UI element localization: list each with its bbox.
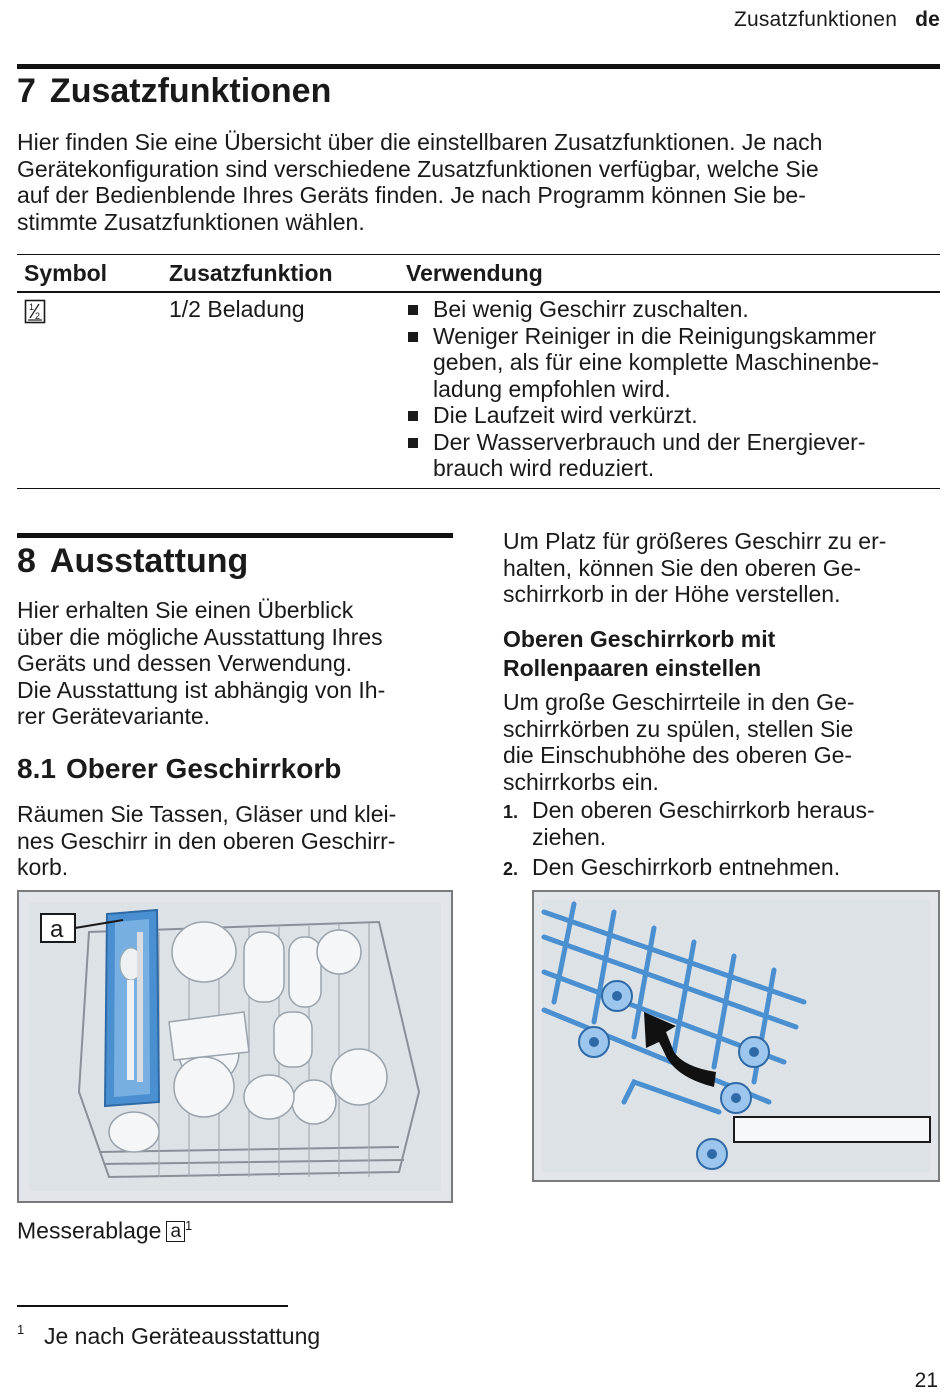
usage-cell [399, 292, 940, 488]
text-line: schirrkorbs ein. [503, 768, 659, 795]
subheading-adjust-basket [503, 625, 775, 683]
text-line: Den oberen Geschirrkorb heraus- [532, 797, 875, 823]
step-item [503, 854, 940, 881]
footnote-text: Je nach Geräteausstattung [44, 1323, 321, 1349]
text-line: Die Laufzeit wird verkürzt. [433, 402, 698, 428]
figure-callout-a: a [50, 916, 64, 943]
section-8-1-title: Oberer Geschirrkorb [65, 753, 342, 784]
chapter-7-intro [17, 129, 940, 235]
text-line: rer Gerätevariante. [17, 703, 211, 729]
list-item [406, 429, 940, 482]
running-head-language: de [915, 8, 940, 31]
text-line: Die Ausstattung ist abhängig von Ih- [17, 676, 386, 703]
footnote-rule [17, 1305, 288, 1307]
text-line: Hier finden Sie eine Übersicht über die einstellbaren Zusatzfunktionen. Je nach [17, 129, 823, 155]
steps-list [503, 797, 940, 885]
running-head [734, 8, 940, 32]
function-cell: 1/2 Beladung [162, 292, 399, 488]
text-line: Rollenpaaren einstellen [503, 655, 762, 681]
column-header-symbol: Symbol [17, 255, 162, 293]
text-line: Um große Geschirrteile in den Ge- [503, 689, 855, 715]
chapter-8-title: Ausstattung [49, 542, 249, 580]
section-8-1-text [17, 801, 453, 881]
figure-caption [17, 1213, 192, 1244]
text-line: Geräts und dessen Verwendung. [17, 650, 353, 676]
chapter-7-title: Zusatzfunktionen [49, 72, 332, 110]
text-line: Weniger Reiniger in die Reinigungskammer [433, 322, 877, 349]
text-line: nes Geschirr in den oberen Geschirr- [17, 827, 396, 854]
text-line: geben, als für eine komplette Maschinenbe- [433, 349, 880, 375]
text-line: über die mögliche Ausstattung Ihres [17, 623, 383, 650]
section-8-1-heading [17, 753, 341, 785]
list-item [406, 296, 940, 323]
page-number: 21 [914, 1369, 938, 1392]
chapter-8-intro [17, 597, 453, 730]
right-column-text [503, 689, 940, 795]
footnote-mark: 1 [17, 1322, 25, 1337]
text-line: brauch wird reduziert. [433, 455, 655, 481]
chapter-7-number: 7 [17, 72, 36, 110]
upper-basket-figure [17, 890, 453, 1203]
upper-basket-illustration [19, 892, 451, 1201]
text-line: Räumen Sie Tassen, Gläser und klei- [17, 801, 397, 827]
half-load-icon [24, 299, 48, 325]
text-line: Der Wasserverbrauch und der Energiever- [433, 428, 866, 455]
cutlery-tray [105, 910, 159, 1106]
text-line: schirrkorb in der Höhe verstellen. [503, 581, 841, 607]
text-line: Um Platz für größeres Geschirr zu er- [503, 528, 887, 554]
running-head-section: Zusatzfunktionen [733, 8, 898, 31]
caption-letter-box: a [166, 1221, 185, 1242]
chapter-7-heading [17, 72, 331, 111]
right-column-intro [503, 528, 940, 608]
text-line: die Einschubhöhe des oberen Ge- [503, 742, 853, 768]
table-row [17, 292, 940, 488]
svg-text:2: 2 [35, 311, 41, 321]
text-line: korb. [17, 854, 69, 880]
text-line: stimmte Zusatzfunktionen wählen. [17, 208, 365, 235]
usage-list [406, 296, 940, 482]
text-line: Den Geschirrkorb entnehmen. [532, 854, 841, 880]
section-8-1-number: 8.1 [17, 753, 56, 784]
step-item [503, 797, 940, 850]
roller-pair-figure [532, 890, 940, 1182]
text-line: ziehen. [532, 823, 607, 850]
caption-text: Messerablage [17, 1217, 162, 1244]
chapter-7-rule [17, 64, 940, 69]
column-header-usage: Verwendung [399, 255, 940, 293]
text-line: Bei wenig Geschirr zuschalten. [433, 296, 749, 322]
additional-functions-table [17, 254, 940, 489]
text-line: halten, können Sie den oberen Ge- [503, 554, 862, 581]
chapter-8-rule [17, 533, 453, 538]
chapter-8-number: 8 [17, 542, 36, 580]
text-line: Oberen Geschirrkorb mit [503, 626, 776, 652]
column-header-function: Zusatzfunktion [162, 255, 399, 293]
symbol-cell [17, 292, 162, 488]
text-line: Hier erhalten Sie einen Überblick [17, 597, 354, 623]
text-line: auf der Bedienblende Ihres Geräts finden. Je nach Programm können Sie be- [17, 182, 806, 208]
basket-roller-illustration [534, 892, 938, 1180]
footnote-reference: 1 [185, 1218, 193, 1233]
list-item [406, 402, 940, 429]
svg-text:1: 1 [29, 302, 35, 312]
text-line: Gerätekonfiguration sind verschiedene Zusatzfunktionen verfügbar, welche Sie [17, 155, 819, 182]
table-header-row [17, 255, 940, 293]
text-line: schirrkörben zu spülen, stellen Sie [503, 715, 854, 742]
chapter-8-heading [17, 542, 248, 581]
step-number: 2. [503, 859, 519, 879]
list-item [406, 323, 940, 403]
text-line: ladung empfohlen wird. [433, 375, 671, 402]
step-number: 1. [503, 802, 519, 822]
